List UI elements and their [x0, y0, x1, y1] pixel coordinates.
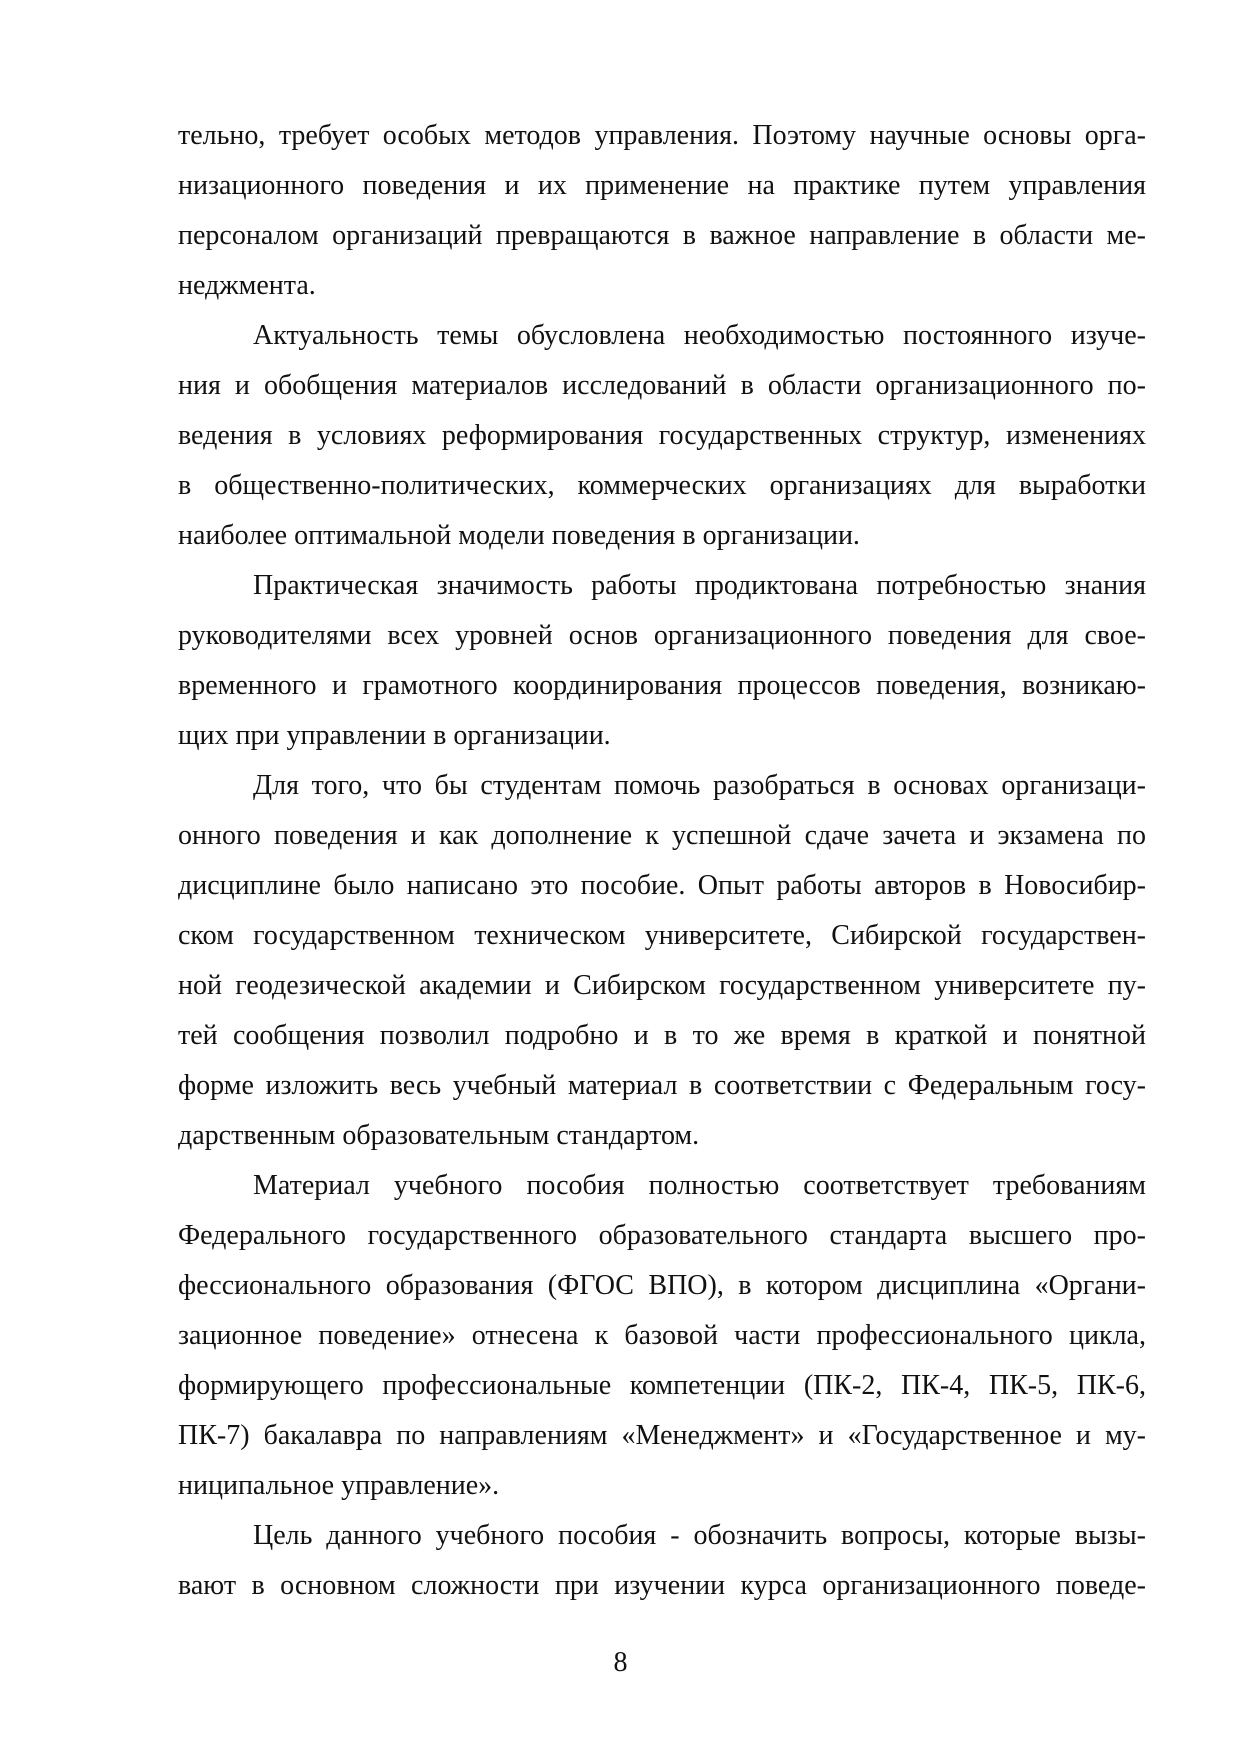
text-line: руководителями всех уровней основ организационного поведения для свое- [178, 620, 1146, 651]
text-line: неджмента. [178, 270, 316, 301]
text-line: зационное поведение» отнесена к базовой части профессионального цикла, [178, 1320, 1146, 1351]
text-line: тельно, требует особых методов управления. Поэтому научные основы орга- [178, 120, 1146, 151]
text-line: персоналом организаций превращаются в важное направление в области ме- [178, 220, 1146, 251]
text-line: Федерального государственного образовательного стандарта высшего про- [178, 1220, 1146, 1251]
text-line: форме изложить весь учебный материал в соответствии с Федеральным госу- [178, 1070, 1146, 1101]
text-line: щих при управлении в организации. [178, 720, 611, 751]
text-line: вают в основном сложности при изучении курса организационного поведе- [178, 1570, 1146, 1601]
text-line: Для того, что бы студентам помочь разобраться в основах организаци- [253, 770, 1146, 801]
text-line: онного поведения и как дополнение к успешной сдаче зачета и экзамена по [178, 820, 1146, 851]
text-line: ПК-7) бакалавра по направлениям «Менеджмент» и «Государственное и му- [178, 1420, 1146, 1451]
text-line: в общественно-политических, коммерческих организациях для выработки [178, 470, 1146, 501]
text-line: дарственным образовательным стандартом. [178, 1120, 700, 1151]
text-line: Цель данного учебного пособия - обозначить вопросы, которые вызы- [253, 1520, 1146, 1551]
text-line: ния и обобщения материалов исследований в области организационного по- [178, 370, 1146, 401]
text-line: Актуальность темы обусловлена необходимостью постоянного изуче- [253, 320, 1146, 351]
text-line: формирующего профессиональные компетенции (ПК-2, ПК-4, ПК-5, ПК-6, [178, 1370, 1146, 1401]
text-line: ной геодезической академии и Сибирском государственном университете пу- [178, 970, 1146, 1001]
text-line: ниципальное управление». [178, 1470, 500, 1501]
text-line: временного и грамотного координирования процессов поведения, возникаю- [178, 670, 1146, 701]
text-line: Практическая значимость работы продиктована потребностью знания [253, 570, 1146, 601]
page-number: 8 [613, 1647, 628, 1678]
text-line: тей сообщения позволил подробно и в то же время в краткой и понятной [178, 1020, 1146, 1051]
text-line: ском государственном техническом университете, Сибирской государствен- [178, 920, 1146, 951]
text-line: низационного поведения и их применение на практике путем управления [178, 170, 1146, 201]
text-line: дисциплине было написано это пособие. Опыт работы авторов в Новосибир- [178, 870, 1146, 901]
text-line: наиболее оптимальной модели поведения в организации. [178, 520, 860, 551]
text-line: фессионального образования (ФГОС ВПО), в котором дисциплина «Органи- [178, 1270, 1146, 1301]
text-line: Материал учебного пособия полностью соответствует требованиям [253, 1170, 1146, 1201]
text-line: ведения в условиях реформирования государственных структур, изменениях [178, 420, 1146, 451]
